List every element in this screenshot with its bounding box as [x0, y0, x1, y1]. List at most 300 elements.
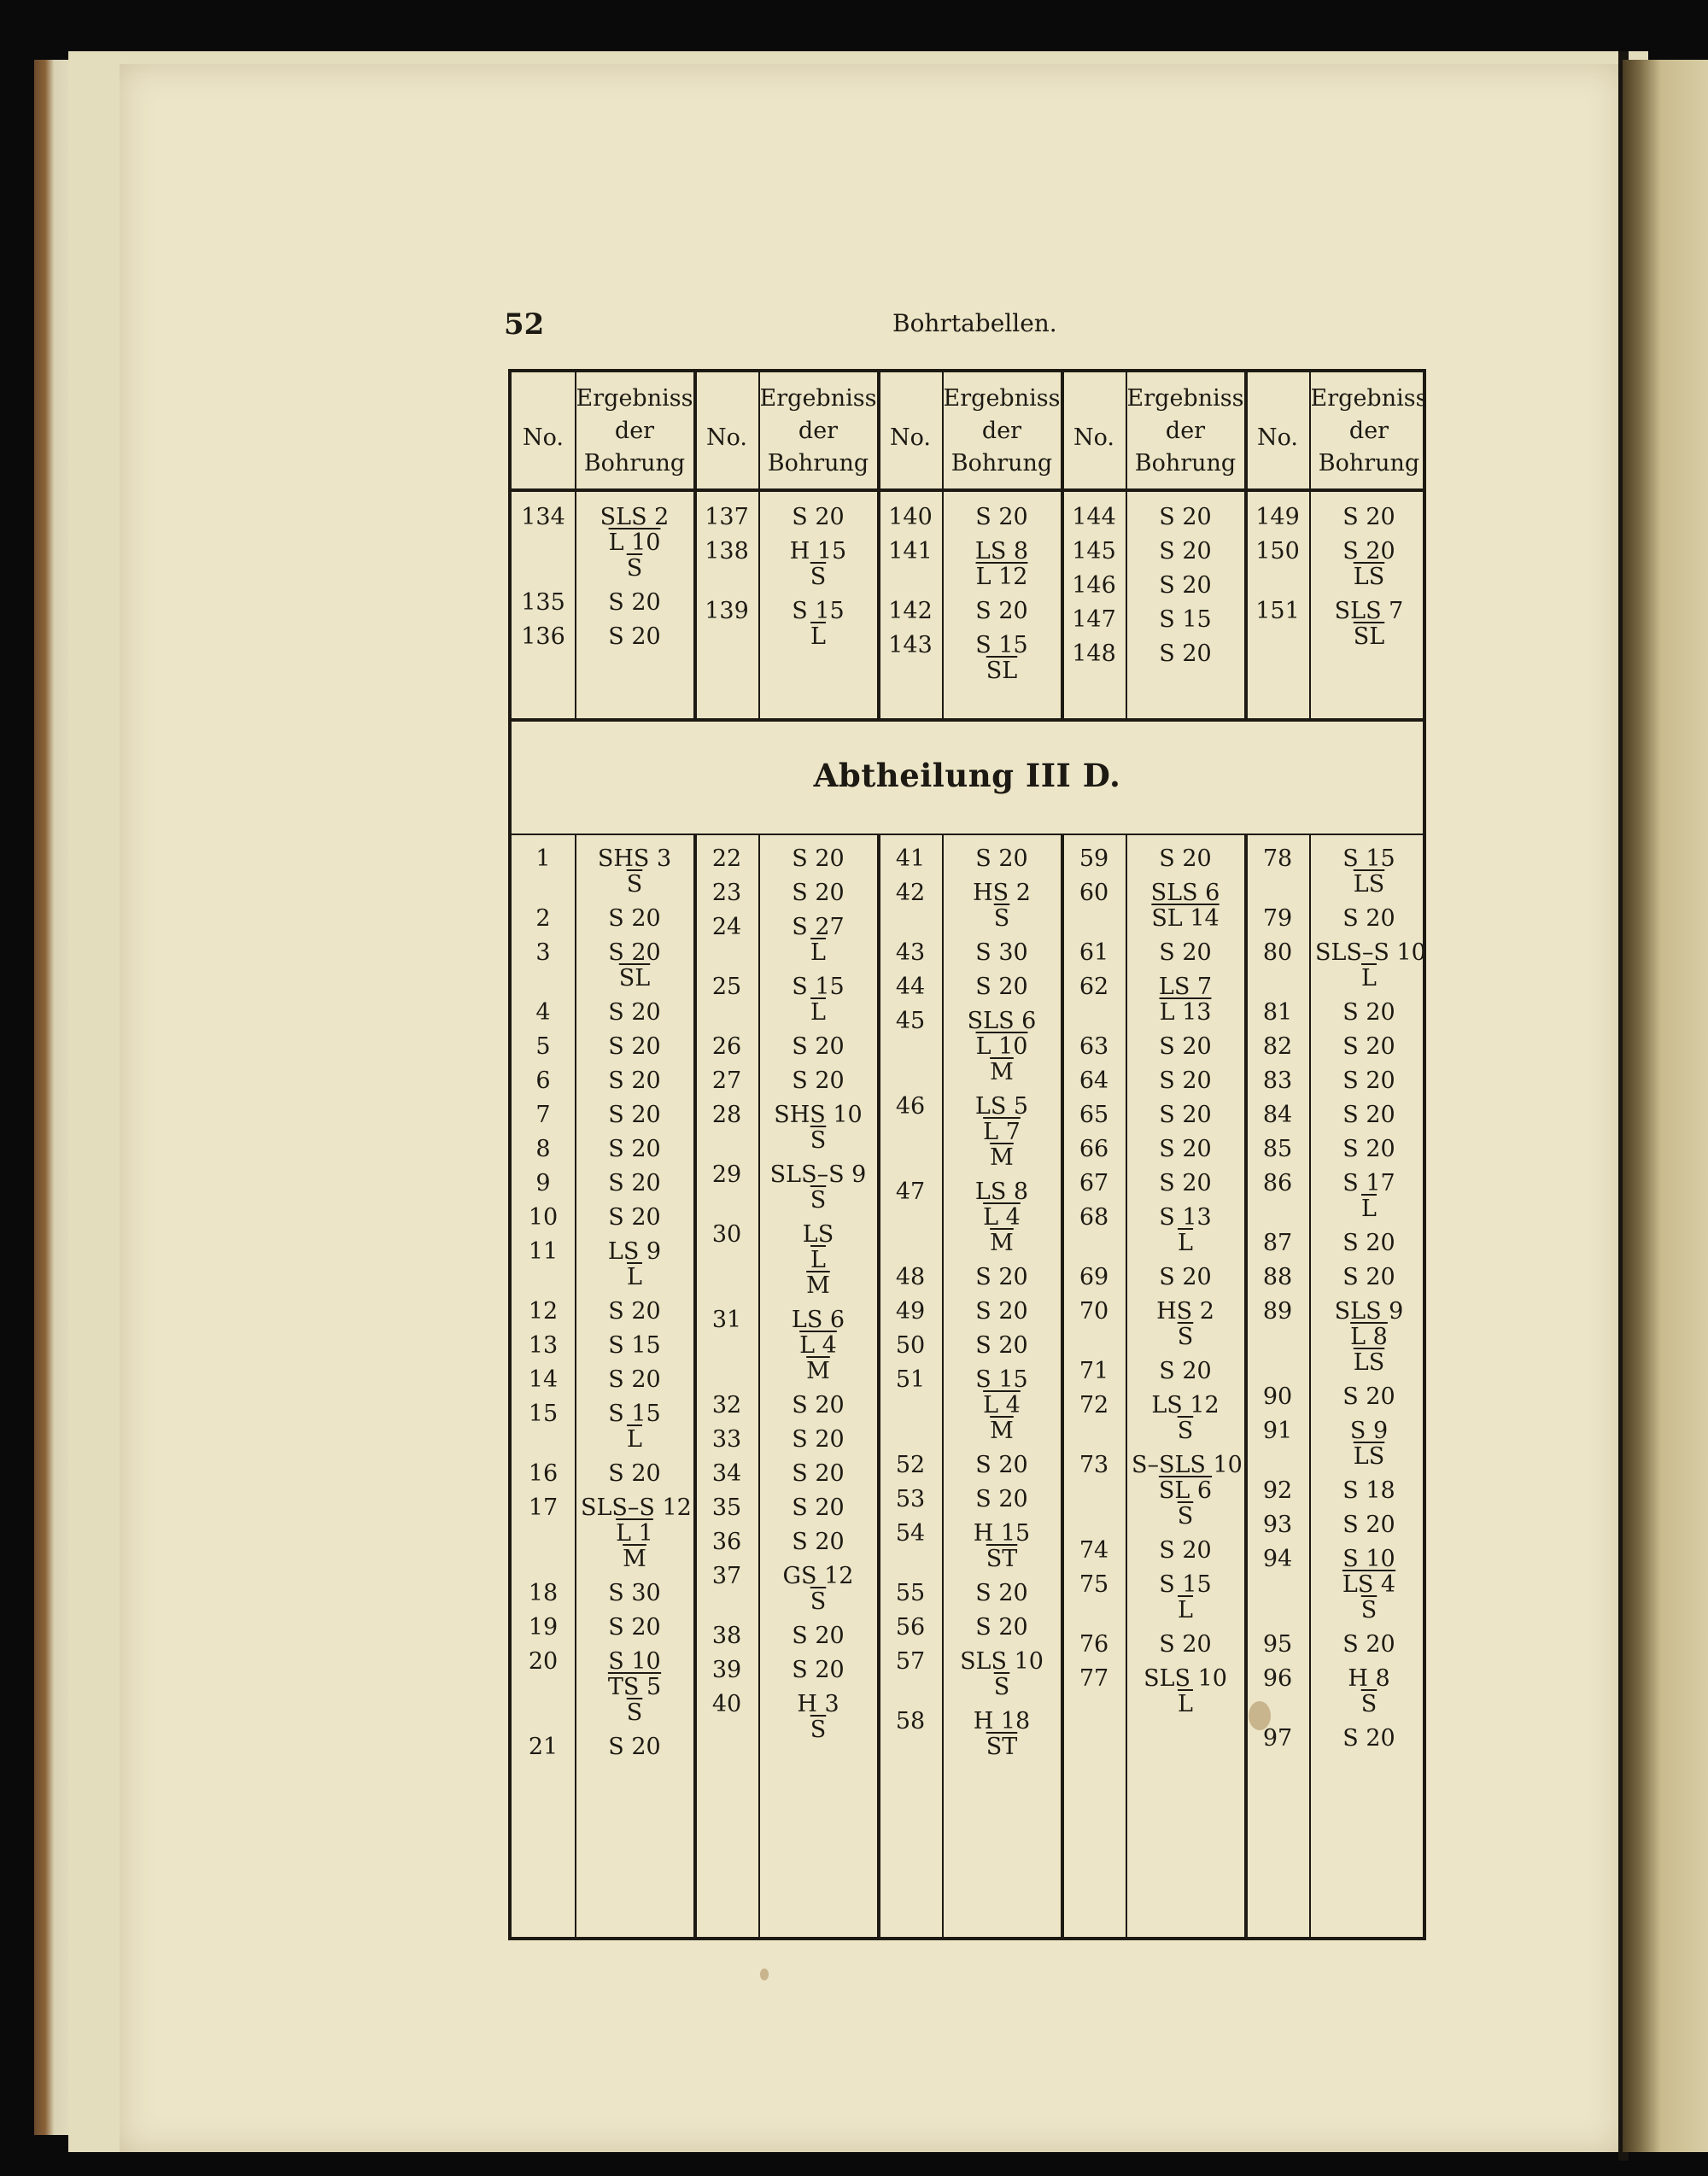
entry-number: 91 [1262, 1418, 1293, 1444]
result-line: $\overline{L}$ [627, 1264, 642, 1290]
entry-result [948, 940, 1056, 966]
entry-result [581, 1367, 688, 1393]
result-line: SHS 3 [597, 845, 672, 872]
entry-number: 2 [535, 905, 551, 932]
entry-result [948, 1709, 1056, 1760]
entry-result [948, 1265, 1056, 1290]
result-line: S 20 [975, 1452, 1028, 1478]
result-line: S 20 [608, 1204, 661, 1231]
result-line: $\overline{ST}$ [986, 1546, 1018, 1572]
result-line: S 20 [608, 1614, 661, 1641]
result-line: SLS 6 [967, 1008, 1037, 1034]
result-line: S 20 [608, 999, 661, 1026]
result-line: S 15 [792, 974, 845, 1000]
result-line: S 15 [1342, 845, 1395, 872]
result-line: $\overline{S}$ [810, 1127, 827, 1154]
result-line: LS 7 [1158, 974, 1213, 1000]
entry-result [1315, 539, 1423, 590]
entry-result [1132, 1572, 1239, 1623]
result-line: S 20 [608, 939, 661, 966]
result-line: HS 2 [973, 880, 1031, 906]
result-line: S 20 [792, 1033, 845, 1060]
entry-result [948, 633, 1056, 684]
entry-number: 6 [535, 1068, 551, 1094]
result-line: S 13 [1159, 1204, 1212, 1231]
result-line: L 12 [975, 564, 1028, 590]
entry-result [1132, 1359, 1239, 1384]
entry-number: 135 [521, 589, 565, 616]
result-line: S 20 [1342, 905, 1395, 932]
entry-result [1132, 1538, 1239, 1564]
boring-table [508, 369, 1426, 1940]
entry-result [764, 539, 872, 590]
result-line: S 20 [608, 623, 661, 650]
result-line: L 13 [1159, 999, 1212, 1026]
entry-number: 74 [1079, 1537, 1109, 1564]
result-line: H 8 [1348, 1665, 1390, 1692]
entry-number: 13 [528, 1332, 559, 1359]
entry-number: 16 [528, 1460, 559, 1487]
result-line: SLS 10 [960, 1648, 1044, 1675]
result-line: S 15 [1159, 1571, 1212, 1598]
entry-result [581, 1401, 688, 1453]
entry-result [764, 1162, 872, 1214]
result-line: S 20 [608, 1170, 661, 1196]
result-line: S 20 [1342, 1383, 1395, 1410]
result-line: $\overline{L}$ [810, 623, 826, 650]
header-result-line: Bohrung [1318, 450, 1420, 477]
entry-result [581, 590, 688, 616]
entry-result [1132, 846, 1239, 872]
result-line: $\overline{L}$ [810, 939, 826, 966]
entry-result [948, 1367, 1056, 1444]
result-line: S 27 [792, 914, 845, 940]
entry-number: 36 [711, 1529, 742, 1555]
result-line: $\overline{SL}$ [618, 965, 651, 991]
result-line: S 20 [608, 1460, 661, 1487]
entry-number: 31 [711, 1307, 742, 1333]
entry-number: 79 [1262, 905, 1293, 932]
result-line: GS 12 [782, 1563, 854, 1589]
entry-number: 19 [528, 1614, 559, 1641]
entry-result [581, 624, 688, 650]
column-rule [1126, 834, 1127, 1940]
result-line: S 20 [1342, 1033, 1395, 1060]
entry-result [948, 505, 1056, 530]
entry-result [1132, 573, 1239, 599]
result-line: HS 2 [1156, 1298, 1214, 1325]
column-rule [1061, 834, 1064, 1940]
entry-result [581, 1171, 688, 1196]
entry-result [1315, 939, 1426, 991]
header-result [758, 383, 878, 480]
header-no: No. [890, 424, 931, 451]
header-result-line: der [1348, 418, 1389, 444]
result-line: $\overline{S}$ [626, 555, 643, 582]
header-result-line: Ergebniss [759, 385, 877, 412]
entry-result [948, 539, 1056, 590]
result-line: S 18 [1342, 1477, 1395, 1504]
result-line: S 20 [792, 1623, 845, 1649]
result-line: $\overline{L}$ [1361, 1196, 1377, 1222]
entry-result [948, 974, 1056, 1000]
entry-result [581, 940, 688, 991]
entry-number: 58 [895, 1708, 926, 1734]
result-line: $\overline{M}$ [990, 1144, 1014, 1171]
result-line: S 20 [792, 504, 845, 530]
entry-result [764, 1307, 872, 1384]
result-line: S 20 [792, 1392, 845, 1418]
header-result-line: Bohrung [767, 450, 869, 477]
entry-result [1132, 880, 1239, 932]
entry-number: 70 [1079, 1298, 1109, 1325]
entry-number: 60 [1079, 880, 1109, 906]
result-line: $\overline{L}$ [1178, 1597, 1193, 1623]
entry-number: 141 [888, 538, 933, 564]
column-rule [1244, 834, 1248, 1940]
result-line: $\overline{L}$ [810, 999, 826, 1026]
result-line: S 20 [975, 1486, 1028, 1512]
entry-number: 64 [1079, 1068, 1109, 1094]
section-rule-bottom [512, 834, 1423, 835]
entry-number: 67 [1079, 1170, 1109, 1196]
entry-result [1315, 1000, 1423, 1026]
entry-number: 95 [1262, 1631, 1293, 1658]
entry-result [581, 1333, 688, 1359]
entry-number: 59 [1079, 845, 1109, 872]
entry-result [581, 1103, 688, 1128]
result-line: $\overline{S}$ [626, 1699, 643, 1726]
entry-number: 38 [711, 1623, 742, 1649]
entry-number: 140 [888, 504, 933, 530]
entry-number: 69 [1079, 1264, 1109, 1290]
entry-number: 35 [711, 1495, 742, 1521]
entry-result [1315, 1034, 1423, 1060]
entry-result [948, 1333, 1056, 1359]
result-line: L 4 [983, 1204, 1021, 1231]
result-line: L 10 [975, 1033, 1028, 1060]
result-line: $\overline{S}$ [1360, 1597, 1378, 1623]
result-line: S 30 [608, 1580, 661, 1606]
entry-result [948, 1179, 1056, 1256]
result-line: S 20 [1159, 1033, 1212, 1060]
entry-result [764, 1393, 872, 1418]
entry-result [1132, 1068, 1239, 1094]
result-line: S 20 [975, 1332, 1028, 1359]
entry-number: 148 [1072, 641, 1116, 667]
entry-result [1132, 1632, 1239, 1658]
result-line: $\overline{LS}$ [1353, 564, 1385, 590]
result-line: S 20 [792, 1460, 845, 1487]
entry-result [581, 1615, 688, 1641]
entry-number: 147 [1072, 606, 1116, 633]
result-line: S 15 [608, 1332, 661, 1359]
header-no: No. [523, 424, 564, 451]
entry-result [581, 1581, 688, 1606]
entry-result [1132, 1205, 1239, 1256]
entry-number: 151 [1255, 598, 1300, 624]
entry-number: 134 [521, 504, 565, 530]
entry-result [764, 505, 872, 530]
entry-result [581, 1239, 688, 1290]
result-line: SLS 10 [1144, 1665, 1227, 1692]
entry-result [1315, 846, 1423, 898]
entry-number: 139 [705, 598, 749, 624]
page-number: 52 [504, 307, 545, 342]
result-line: S 20 [975, 1580, 1028, 1606]
result-line: S 30 [975, 939, 1028, 966]
entry-number: 12 [528, 1298, 559, 1325]
entry-number: 72 [1079, 1392, 1109, 1418]
entry-number: 1 [535, 845, 551, 872]
header-result [1309, 383, 1429, 480]
entry-number: 68 [1079, 1204, 1109, 1231]
entry-result [1315, 1726, 1423, 1752]
entry-result [1132, 1103, 1239, 1128]
book-edge-right [1623, 60, 1708, 2152]
entry-result [764, 1068, 872, 1094]
result-line: $\overline{M}$ [623, 1546, 646, 1572]
entry-result [581, 1137, 688, 1162]
entry-number: 84 [1262, 1102, 1293, 1128]
result-line: $\overline{S}$ [993, 905, 1010, 932]
entry-result [948, 1649, 1056, 1700]
result-line: L 4 [983, 1392, 1021, 1418]
result-line: S 20 [1159, 538, 1212, 564]
entry-result [1132, 1393, 1239, 1444]
entry-result [948, 1487, 1056, 1512]
result-line: LS 6 [791, 1307, 845, 1333]
entry-number: 30 [711, 1221, 742, 1248]
result-line: $\overline{M}$ [990, 1418, 1014, 1444]
entry-result [1132, 1452, 1243, 1530]
entry-number: 20 [528, 1648, 559, 1675]
header-result-line: der [1165, 418, 1206, 444]
result-line: S 20 [792, 1426, 845, 1453]
result-line: S 20 [1342, 1136, 1395, 1162]
entry-result [1132, 505, 1239, 530]
result-line: S 10 [608, 1648, 661, 1675]
entry-result [948, 599, 1056, 624]
column-rule [877, 834, 880, 1940]
entry-result [948, 1615, 1056, 1641]
result-line: L 4 [799, 1332, 837, 1359]
result-line: $\overline{SL}$ [1353, 623, 1385, 650]
result-line: SLS–S 12 [581, 1495, 692, 1521]
result-line: S 20 [1342, 538, 1395, 564]
header-no: No. [706, 424, 747, 451]
entry-number: 52 [895, 1452, 926, 1478]
result-line: $\overline{S}$ [626, 871, 643, 898]
result-line: S 20 [975, 598, 1028, 624]
result-line: $\overline{L}$ [1361, 965, 1377, 991]
result-line: $\overline{ST}$ [986, 1734, 1018, 1760]
result-line: H 15 [973, 1520, 1031, 1547]
entry-number: 28 [711, 1102, 742, 1128]
entry-number: 81 [1262, 999, 1293, 1026]
entry-result [581, 1000, 688, 1026]
result-line: S 20 [1159, 1358, 1212, 1384]
entry-result [1315, 1384, 1423, 1410]
result-line: S 20 [1159, 1136, 1212, 1162]
entry-result [948, 1581, 1056, 1606]
result-line: $\overline{M}$ [990, 1230, 1014, 1256]
entry-number: 82 [1262, 1033, 1293, 1060]
result-line: LS 4 [1342, 1571, 1396, 1598]
result-line: $\overline{S}$ [1177, 1324, 1194, 1350]
entry-result [581, 505, 688, 582]
section-heading: Abtheilung III D. [813, 757, 1121, 794]
result-line: S 10 [1342, 1546, 1395, 1572]
header-no: No. [1073, 424, 1114, 451]
entry-number: 26 [711, 1033, 742, 1060]
result-line: $\overline{L}$ [810, 1247, 826, 1273]
column-rule [1309, 834, 1311, 1940]
header-rule [512, 488, 1423, 492]
entry-number: 44 [895, 974, 926, 1000]
entry-result [948, 846, 1056, 872]
entry-number: 9 [535, 1170, 551, 1196]
result-line: S 20 [1342, 1230, 1395, 1256]
result-line: $\overline{S}$ [810, 1187, 827, 1214]
entry-number: 87 [1262, 1230, 1293, 1256]
entry-result [1132, 1299, 1239, 1350]
header-result-line: der [981, 418, 1022, 444]
entry-number: 75 [1079, 1571, 1109, 1598]
entry-result [764, 846, 872, 872]
entry-result [764, 1564, 872, 1615]
result-line: $\overline{M}$ [990, 1059, 1014, 1085]
entry-number: 76 [1079, 1631, 1109, 1658]
result-line: $\overline{LS}$ [1353, 1443, 1385, 1470]
result-line: $\overline{S}$ [1177, 1503, 1194, 1530]
result-line: SL 6 [1158, 1477, 1213, 1504]
result-line: S 20 [1342, 504, 1395, 530]
result-line: SHS 10 [774, 1102, 863, 1128]
header-result-line: der [614, 418, 655, 444]
entry-number: 56 [895, 1614, 926, 1641]
result-line: LS 12 [1151, 1392, 1220, 1418]
column-rule [575, 834, 576, 1940]
column-rule [758, 834, 760, 1940]
result-line: S 15 [608, 1401, 661, 1427]
result-line: S 15 [792, 598, 845, 624]
entry-result [1315, 1512, 1423, 1538]
entry-number: 14 [528, 1366, 559, 1393]
result-line: S 20 [1159, 1102, 1212, 1128]
entry-result [581, 1734, 688, 1760]
entry-result [581, 1205, 688, 1231]
entry-number: 41 [895, 845, 926, 872]
entry-number: 61 [1079, 939, 1109, 966]
entry-number: 42 [895, 880, 926, 906]
header-result-line: Bohrung [1134, 450, 1237, 477]
entry-result [948, 1009, 1056, 1085]
entry-result [1315, 505, 1423, 530]
result-line: LS 8 [974, 538, 1029, 564]
result-line: S 20 [1342, 1512, 1395, 1538]
result-line: S 20 [1159, 1631, 1212, 1658]
section-rule-top [512, 718, 1423, 722]
result-line: S 20 [1159, 572, 1212, 599]
result-line: S 20 [792, 1657, 845, 1683]
result-line: L 10 [608, 529, 661, 556]
entry-number: 29 [711, 1161, 742, 1188]
result-line: SLS 2 [600, 504, 670, 530]
entry-result [764, 1692, 872, 1743]
result-line: S 20 [1159, 1264, 1212, 1290]
result-line: S 20 [1342, 999, 1395, 1026]
entry-number: 145 [1072, 538, 1116, 564]
entry-result [1315, 1103, 1423, 1128]
result-line: S–SLS 10 [1132, 1452, 1243, 1478]
result-line: SLS 9 [1334, 1298, 1404, 1325]
result-line: S 20 [608, 1033, 661, 1060]
entry-result [1315, 1418, 1423, 1470]
result-line: S 20 [1342, 1264, 1395, 1290]
entry-number: 27 [711, 1068, 742, 1094]
entry-result [764, 1427, 872, 1453]
entry-number: 73 [1079, 1452, 1109, 1478]
entry-number: 50 [895, 1332, 926, 1359]
column-rule [693, 834, 697, 1940]
entry-number: 25 [711, 974, 742, 1000]
entry-number: 89 [1262, 1298, 1293, 1325]
entry-number: 65 [1079, 1102, 1109, 1128]
result-line: S 20 [792, 845, 845, 872]
entry-result [1132, 1171, 1239, 1196]
entry-number: 143 [888, 632, 933, 658]
entry-number: 7 [535, 1102, 551, 1128]
entry-number: 88 [1262, 1264, 1293, 1290]
result-line: S 20 [608, 589, 661, 616]
result-line: H 18 [973, 1708, 1031, 1734]
entry-result [764, 1222, 872, 1299]
entry-number: 80 [1262, 939, 1293, 966]
entry-number: 43 [895, 939, 926, 966]
entry-number: 150 [1255, 538, 1300, 564]
entry-number: 138 [705, 538, 749, 564]
header-result-line: Ergebniss [943, 385, 1061, 412]
entry-number: 48 [895, 1264, 926, 1290]
result-line: L 1 [616, 1520, 653, 1547]
entry-result [1315, 1265, 1423, 1290]
result-line: $\overline{S}$ [810, 1717, 827, 1743]
entry-number: 49 [895, 1298, 926, 1325]
entry-number: 93 [1262, 1512, 1293, 1538]
entry-result [1315, 1666, 1423, 1717]
result-line: $\overline{S}$ [993, 1674, 1010, 1700]
entry-number: 57 [895, 1648, 926, 1675]
result-line: S 20 [1159, 641, 1212, 667]
result-line: S 20 [1159, 1537, 1212, 1564]
entry-result [764, 1461, 872, 1487]
entry-number: 78 [1262, 845, 1293, 872]
entry-number: 24 [711, 914, 742, 940]
entry-number: 54 [895, 1520, 926, 1547]
entry-result [764, 1530, 872, 1555]
result-line: $\overline{S}$ [1177, 1418, 1194, 1444]
entry-result [1315, 1068, 1423, 1094]
entry-result [581, 1299, 688, 1325]
entry-number: 142 [888, 598, 933, 624]
entry-result [581, 1649, 688, 1726]
entry-number: 86 [1262, 1170, 1293, 1196]
header-result-line: Ergebniss [1310, 385, 1428, 412]
entry-number: 53 [895, 1486, 926, 1512]
entry-number: 92 [1262, 1477, 1293, 1504]
header-result-line: Ergebniss [1126, 385, 1244, 412]
